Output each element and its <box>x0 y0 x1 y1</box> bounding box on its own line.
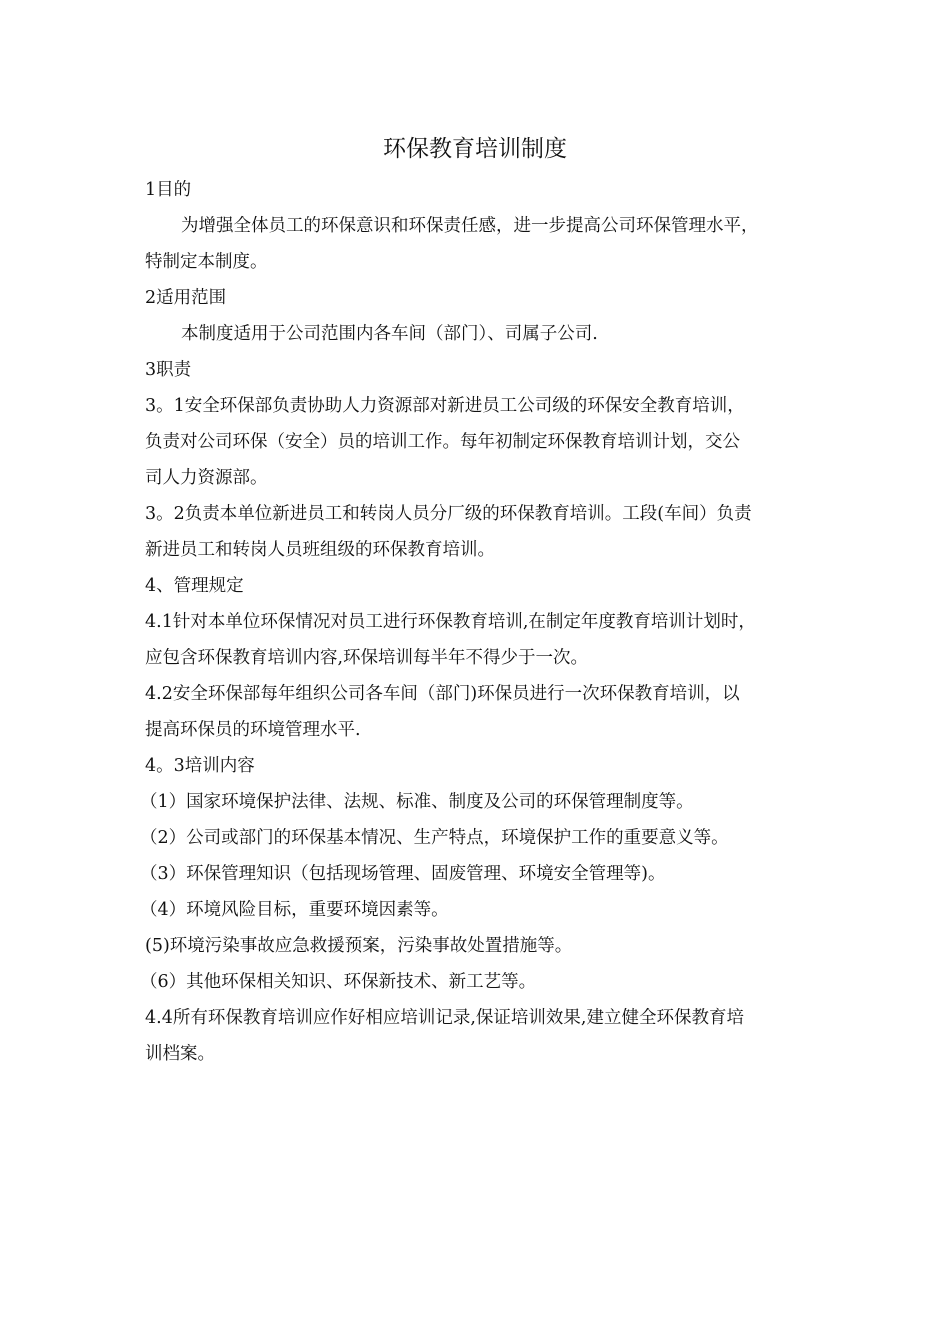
paragraph-line: 提高环保员的环境管理水平. <box>145 720 361 740</box>
paragraph-line: 新进员工和转岗人员班组级的环保教育培训。 <box>145 540 495 560</box>
paragraph-line: 训档案。 <box>145 1044 215 1064</box>
list-item: （3）环保管理知识（包括现场管理、固废管理、环境安全管理等)。 <box>140 864 666 884</box>
subsection-heading-training-content: 4。3培训内容 <box>145 756 255 776</box>
list-item: (5)环境污染事故应急救援预案，污染事故处置措施等。 <box>145 936 573 956</box>
section-heading-purpose: 1目的 <box>145 180 192 200</box>
paragraph-line: 应包含环保教育培训内容,环保培训每半年不得少于一次。 <box>145 648 589 668</box>
paragraph-line: 特制定本制度。 <box>145 252 268 272</box>
paragraph-line: 司人力资源部。 <box>145 468 268 488</box>
paragraph-line: 3。1安全环保部负责协助人力资源部对新进员工公司级的环保安全教育培训， <box>145 396 745 416</box>
paragraph-line: 4.4所有环保教育培训应作好相应培训记录,保证培训效果,建立健全环保教育培 <box>145 1008 744 1028</box>
paragraph-line: 为增强全体员工的环保意识和环保责任感，进一步提高公司环保管理水平， <box>181 216 759 236</box>
paragraph-line: 3。2负责本单位新进员工和转岗人员分厂级的环保教育培训。工段(车间）负责 <box>145 504 752 524</box>
paragraph-line: 负责对公司环保（安全）员的培训工作。每年初制定环保教育培训计划，交公 <box>145 432 740 452</box>
section-heading-scope: 2适用范围 <box>145 288 227 308</box>
list-item: （2）公司或部门的环保基本情况、生产特点，环境保护工作的重要意义等。 <box>140 828 729 848</box>
list-item: （4）环境风险目标，重要环境因素等。 <box>140 900 449 920</box>
document-body <box>140 172 830 1072</box>
paragraph-line: 4.1针对本单位环保情况对员工进行环保教育培训,在制定年度教育培训计划时， <box>145 612 756 632</box>
document-title: 环保教育培训制度 <box>383 136 567 162</box>
paragraph-line: 本制度适用于公司范围内各车间（部门）、司属子公司. <box>181 324 598 344</box>
list-item: （6）其他环保相关知识、环保新技术、新工艺等。 <box>140 972 537 992</box>
paragraph-line: 4.2安全环保部每年组织公司各车间（部门)环保员进行一次环保教育培训，以 <box>145 684 740 704</box>
section-heading-management: 4、管理规定 <box>145 576 244 596</box>
list-item: （1）国家环境保护法律、法规、标准、制度及公司的环保管理制度等。 <box>140 792 694 812</box>
section-heading-responsibilities: 3职责 <box>145 360 192 380</box>
